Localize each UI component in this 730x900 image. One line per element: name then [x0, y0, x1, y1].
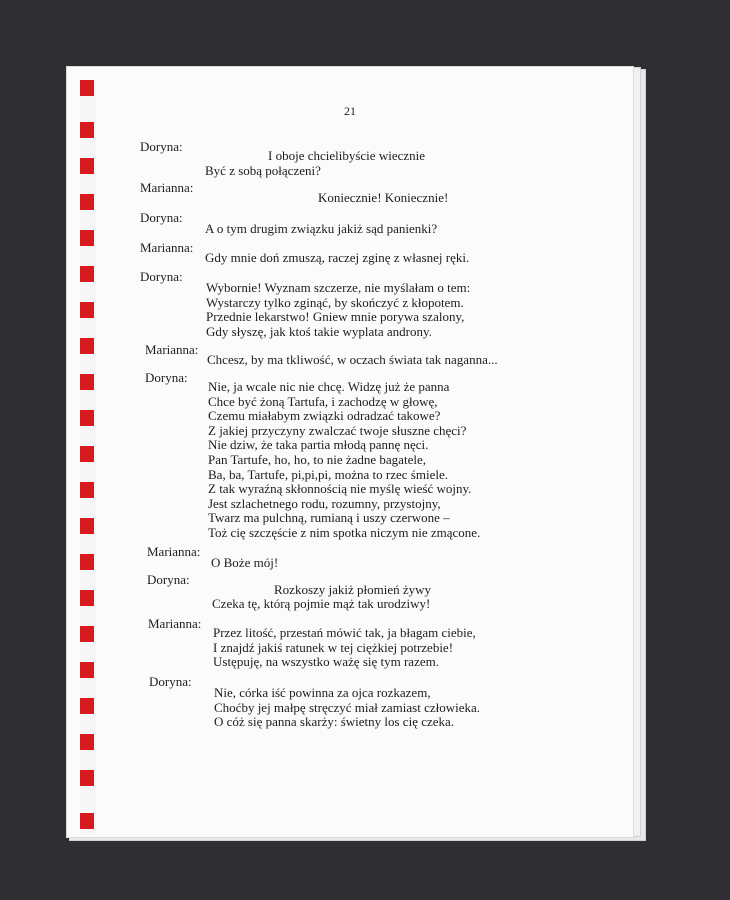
binding-hole: [80, 482, 94, 498]
verse-line: Wystarczy tylko zginąć, by skończyć z kłopotem.: [206, 294, 464, 310]
verse-block: [205, 222, 437, 237]
verse-line: Przednie lekarstwo! Gniew mnie porywa szalony,: [206, 309, 465, 325]
binding-hole: [80, 698, 94, 714]
verse-block: [205, 164, 321, 179]
verse-line: Wybornie! Wyznam szczerze, nie myślałam o tem:: [206, 280, 471, 295]
verse-block: [211, 556, 278, 571]
verse-line: Toż cię szczęście z nim spotka niczym nie zmącone.: [208, 524, 481, 540]
verse-line: Nie dziw, że taka partia młodą pannę nęci.: [208, 437, 429, 453]
binding-hole: [80, 734, 94, 750]
verse-line: Nie, córka iść powinna za ojca rozkazem,: [214, 685, 431, 700]
binding-hole: [80, 374, 94, 390]
binding-hole: [80, 158, 94, 174]
speaker-label: Marianna:: [147, 544, 201, 559]
verse-block: [212, 597, 430, 612]
binding-hole: [80, 230, 94, 246]
binding-hole: [80, 662, 94, 678]
speaker-label: Marianna:: [140, 180, 194, 195]
binding-hole: [80, 626, 94, 642]
verse-line: Ustępuję, na wszystko ważę się tym razem.: [213, 654, 439, 670]
binding-hole: [80, 554, 94, 570]
binding-hole: [80, 122, 94, 138]
verse-line: Jest szlachetnego rodu, rozumny, przystojny,: [208, 495, 441, 511]
binding-hole: [80, 194, 94, 210]
binding-hole: [80, 813, 94, 829]
verse-line: Chcesz, by ma tkliwość, w oczach świata tak naganna...: [207, 352, 498, 367]
binding-hole: [80, 80, 94, 96]
verse-line: Z jakiej przyczyny zwalczać twoje słuszne chęci?: [208, 422, 467, 438]
binding-hole: [80, 518, 94, 534]
spiral-binding: [80, 80, 96, 835]
verse-line: Gdy słyszę, jak ktoś takie wyplata androny.: [206, 323, 432, 339]
speaker-label: Marianna:: [148, 616, 202, 631]
verse-line: Nie, ja wcale nic nie chcę. Widzę już że panna: [208, 379, 450, 394]
binding-hole: [80, 590, 94, 606]
speaker-label: Doryna:: [147, 572, 190, 587]
verse-line: Z tak wyraźną skłonnością nie myślę wieść wojny.: [208, 481, 472, 497]
verse-block: [213, 626, 476, 670]
verse-block: [205, 251, 469, 266]
page-number: 21: [344, 104, 356, 118]
verse-block: [214, 686, 480, 730]
speaker-label: Doryna:: [149, 674, 192, 689]
verse-block: [206, 281, 470, 339]
verse-line: I oboje chcielibyście wiecznie: [268, 148, 426, 163]
speaker-label: Marianna:: [145, 342, 199, 357]
binding-hole: [80, 446, 94, 462]
book-page: [66, 66, 634, 838]
verse-line: Być z sobą połączeni?: [205, 163, 321, 178]
speaker-label: Doryna:: [140, 139, 183, 154]
verse-line: Chce być żoną Tartufa, i zachodzę w głowę,: [208, 393, 438, 409]
verse-line: O cóż się panna skarży: świetny los cię czeka.: [214, 714, 455, 730]
verse-line: Twarz ma pulchną, rumianą i uszy czerwone –: [208, 510, 450, 526]
binding-hole: [80, 770, 94, 786]
verse-line: Przez litość, przestań mówić tak, ja błagam ciebie,: [213, 625, 476, 640]
speaker-label: Doryna:: [145, 370, 188, 385]
speaker-label: Doryna:: [140, 269, 183, 284]
verse-block: [318, 191, 448, 206]
verse-block: [207, 353, 498, 368]
verse-line: Rozkoszy jakiż płomień żywy: [274, 582, 432, 597]
verse-line: Gdy mnie doń zmuszą, raczej zginę z własnej ręki.: [205, 250, 470, 265]
verse-line: Pan Tartufe, ho, ho, to nie żadne bagatele,: [208, 451, 426, 467]
verse-block: [208, 380, 480, 541]
verse-line: A o tym drugim związku jakiż sąd panienki?: [205, 221, 438, 236]
binding-hole: [80, 266, 94, 282]
binding-hole: [80, 302, 94, 318]
verse-line: O Boże mój!: [211, 555, 279, 570]
verse-line: Choćby jej małpę stręczyć miał zamiast człowieka.: [214, 699, 481, 715]
speaker-label: Marianna:: [140, 240, 194, 255]
verse-line: Ba, ba, Tartufe, pi,pi,pi, można to rzec śmiele.: [208, 466, 448, 482]
binding-hole: [80, 338, 94, 354]
binding-hole: [80, 410, 94, 426]
verse-line: I znajdź jakiś ratunek w tej ciężkiej potrzebie!: [213, 639, 454, 655]
verse-block: [268, 149, 425, 164]
speaker-label: Doryna:: [140, 210, 183, 225]
verse-line: Czeka tę, którą pojmie mąż tak urodziwy!: [212, 596, 431, 611]
verse-line: Czemu miałabym związki odradzać takowe?: [208, 408, 441, 424]
verse-line: Koniecznie! Koniecznie!: [318, 190, 449, 205]
